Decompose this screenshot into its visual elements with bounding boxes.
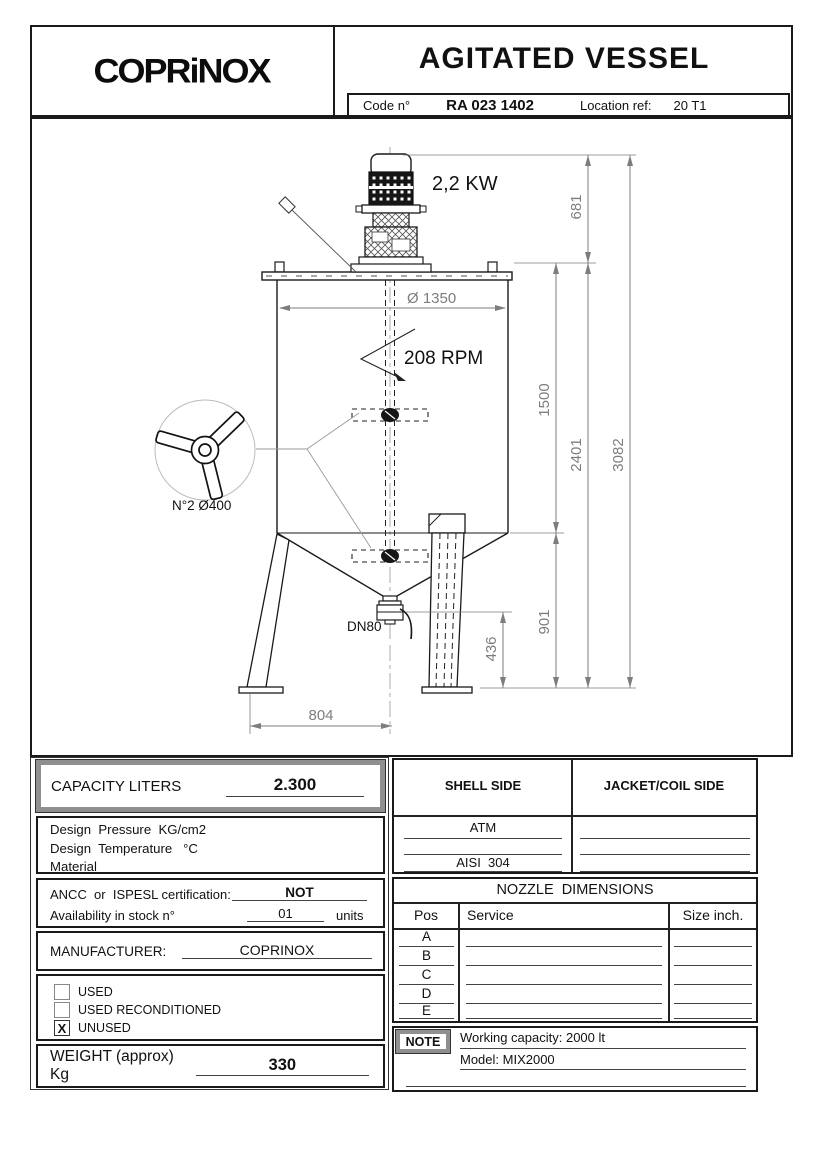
manufacturer-box <box>36 931 385 971</box>
nozzle-title-border <box>394 902 756 904</box>
weight-value: 330 <box>196 1056 369 1076</box>
material-label: Material <box>50 859 97 874</box>
nozzle-col-divider-1 <box>458 902 460 1021</box>
availability-value: 01 <box>247 906 324 922</box>
used-label: USED <box>78 985 113 999</box>
unused-label: UNUSED <box>78 1021 131 1035</box>
dim-1500: 1500 <box>536 383 553 417</box>
dim-804: 804 <box>308 707 334 724</box>
nozzle-row-pos: E <box>399 1003 454 1019</box>
vessel-shell-icon <box>277 280 508 596</box>
outlet-valve-icon <box>377 596 412 639</box>
motor-leader-icon <box>279 197 356 272</box>
code-label: Code n° <box>363 97 411 113</box>
shell-jacket-header-border <box>394 815 756 817</box>
nozzle-row-service <box>466 929 662 947</box>
nozzle-row-service <box>466 986 662 1004</box>
nozzle-row-size <box>674 986 752 1004</box>
design-temperature-label: Design Temperature °C <box>50 840 198 856</box>
vessel-drawing <box>30 117 793 757</box>
used-checkbox <box>54 984 70 1000</box>
motor-icon <box>351 154 431 272</box>
propeller-detail-icon <box>155 400 371 548</box>
shell-jacket-table <box>392 758 758 874</box>
nozzle-row-pos: B <box>399 948 454 966</box>
used-reconditioned-label: USED RECONDITIONED <box>78 1003 222 1017</box>
impeller-mid-icon <box>352 408 428 422</box>
right-leg-icon <box>422 514 472 693</box>
certification-box <box>36 878 385 928</box>
logo-text: COPRiNOX <box>93 51 270 90</box>
weight-box <box>36 1044 385 1088</box>
impeller-count-label: N°2 Ø400 <box>172 498 232 513</box>
jacket-temperature-value <box>580 839 750 855</box>
outlet-size-label: DN80 <box>347 619 382 634</box>
note-line-3 <box>406 1070 746 1087</box>
dim-901: 901 <box>536 609 553 635</box>
checkbox-x-mark: X <box>57 1021 67 1036</box>
nozzle-row-size <box>674 1003 752 1019</box>
dim-diameter <box>279 290 506 311</box>
shell-material-value: AISI 304 <box>404 855 562 872</box>
logo <box>30 25 333 117</box>
dim-3082: 3082 <box>610 438 627 472</box>
jacket-material-value <box>580 855 750 872</box>
condition-box <box>36 974 385 1041</box>
design-pressure-label: Design Pressure KG/cm2 <box>50 822 207 837</box>
page-title: AGITATED VESSEL <box>418 42 710 75</box>
nozzle-row-service <box>466 967 662 985</box>
impeller-bottom-icon <box>352 549 428 563</box>
note-line-1: Working capacity: 2000 lt <box>460 1030 746 1049</box>
left-leg-icon <box>239 534 289 693</box>
shell-pressure-value: ATM <box>404 820 562 839</box>
design-conditions-box <box>36 816 385 874</box>
dim-681: 681 <box>568 194 585 220</box>
code-value: RA 023 1402 <box>446 96 534 114</box>
nozzle-row-size <box>674 967 752 985</box>
nozzle-col-service: Service <box>467 907 514 923</box>
nozzle-row-service <box>466 1003 662 1019</box>
dim-2401: 2401 <box>568 438 585 472</box>
nozzle-col-pos: Pos <box>413 907 439 923</box>
agitator-speed-label: 208 RPM <box>404 348 484 369</box>
note-line-2: Model: MIX2000 <box>460 1052 746 1070</box>
motor-power-label: 2,2 KW <box>432 173 498 195</box>
nozzle-row-size <box>674 948 752 966</box>
nozzle-row-pos: D <box>399 986 454 1004</box>
nozzle-row-service <box>466 948 662 966</box>
capacity-value: 2.300 <box>226 775 364 797</box>
manufacturer-value: COPRINOX <box>182 942 372 959</box>
availability-units: units <box>336 908 364 923</box>
nozzle-col-size: Size inch. <box>682 907 744 923</box>
capacity-label: CAPACITY LITERS <box>51 777 182 795</box>
capacity-box <box>36 760 385 812</box>
manufacturer-label: MANUFACTURER: <box>50 944 167 959</box>
dim-436: 436 <box>483 636 500 662</box>
nozzle-row-size <box>674 929 752 947</box>
note-box <box>392 1026 758 1092</box>
availability-label: Availability in stock n° <box>50 908 175 923</box>
nozzle-table-title: NOZZLE DIMENSIONS <box>496 882 654 898</box>
nozzle-row-pos: C <box>399 967 454 985</box>
weight-label: WEIGHT (approx) Kg <box>50 1048 174 1083</box>
location-value: 20 T1 <box>673 97 707 113</box>
code-row <box>347 93 790 117</box>
note-label: NOTE <box>396 1030 450 1053</box>
shell-temperature-value <box>404 839 562 855</box>
svg-text:Ø 1350: Ø 1350 <box>407 290 457 307</box>
jacket-pressure-value <box>580 820 750 839</box>
certification-value: NOT <box>232 885 367 901</box>
certification-label: ANCC or ISPESL certification: <box>50 887 231 902</box>
location-label: Location ref: <box>579 97 652 113</box>
nozzle-table <box>392 877 758 1023</box>
unused-checkbox <box>54 1020 70 1036</box>
shell-side-header: SHELL SIDE <box>444 778 522 793</box>
used-reconditioned-checkbox <box>54 1002 70 1018</box>
nozzle-row-pos: A <box>399 929 454 947</box>
jacket-side-header: JACKET/COIL SIDE <box>603 778 725 793</box>
